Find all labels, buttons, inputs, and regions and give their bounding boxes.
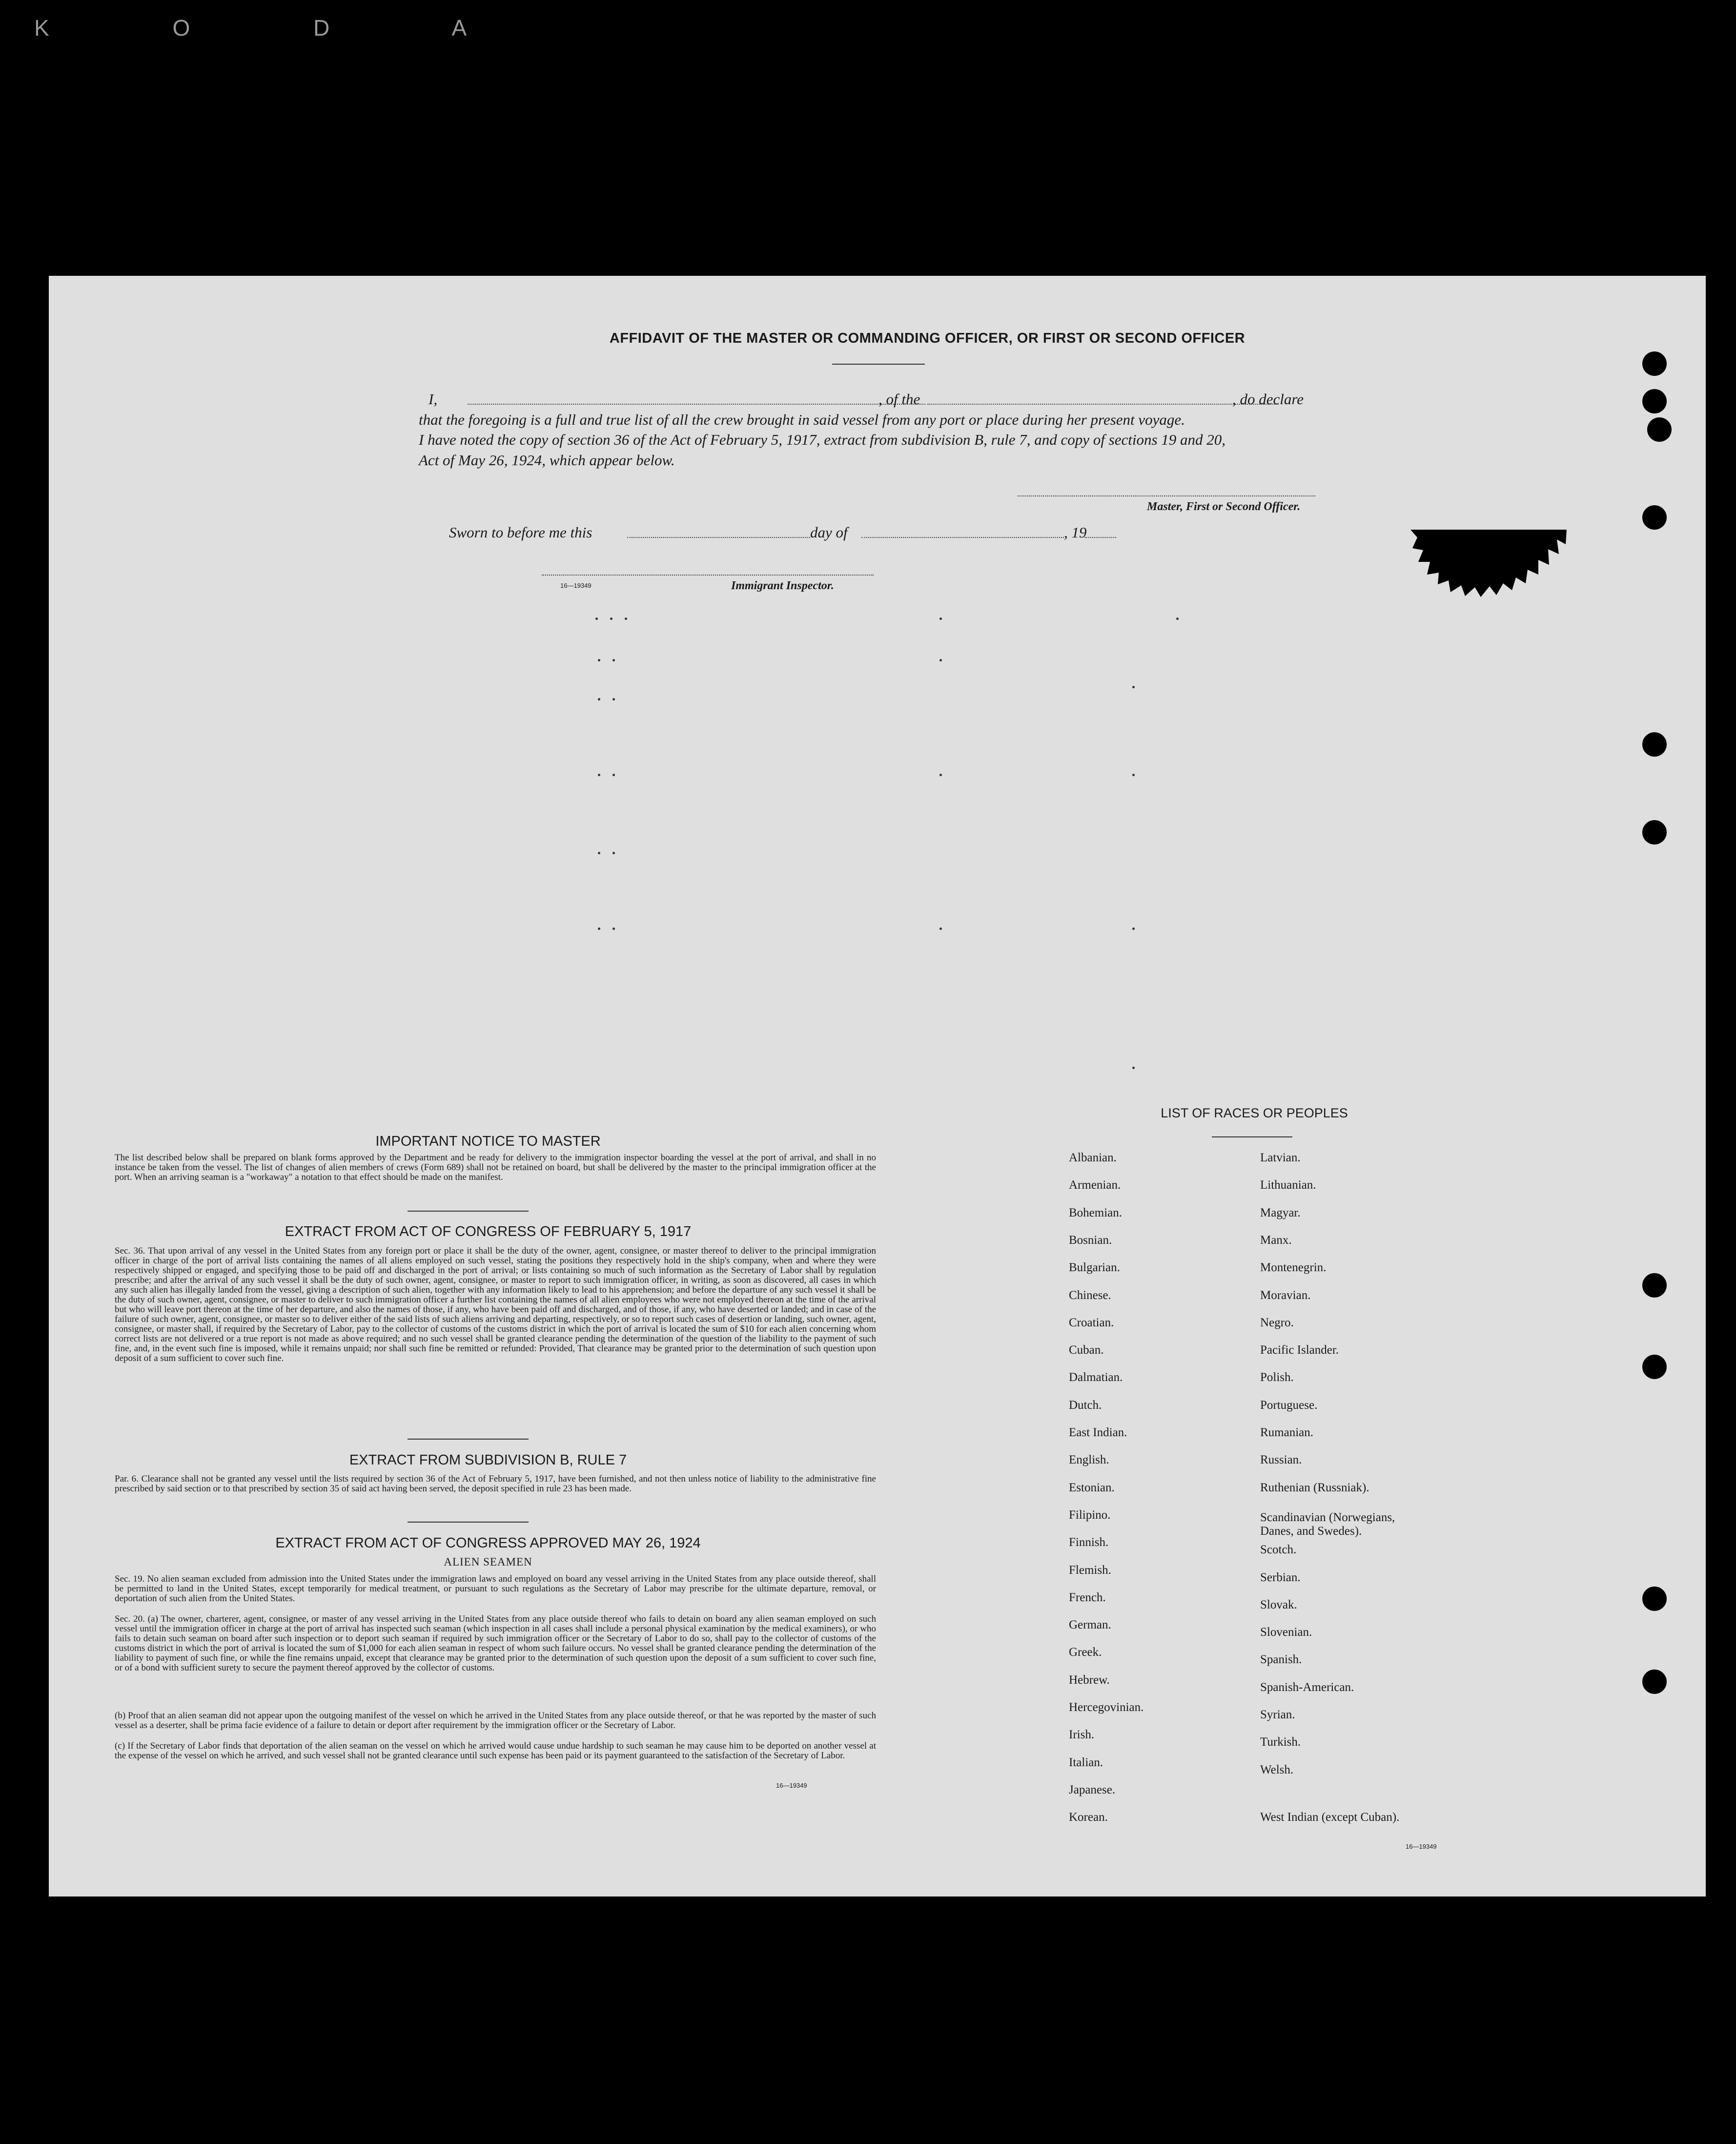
- sworn-month-blank[interactable]: [861, 537, 1064, 538]
- bleed-through-mark: [1132, 1067, 1135, 1069]
- sworn-label: Sworn to before me this: [449, 524, 592, 541]
- alien-seamen-subtitle: ALIEN SEAMEN: [444, 1556, 532, 1568]
- form-number: 16—19349: [1406, 1843, 1437, 1850]
- punch-hole: [1642, 1355, 1667, 1379]
- race-item: Latvian.: [1260, 1151, 1301, 1164]
- form-number: 16—19349: [560, 582, 592, 589]
- year-blank[interactable]: [1084, 537, 1116, 538]
- race-item: Scotch.: [1260, 1543, 1297, 1557]
- inspector-signature-line[interactable]: [542, 575, 874, 576]
- race-item: Manx.: [1260, 1233, 1292, 1247]
- divider: [832, 364, 925, 365]
- notary-seal: [1410, 530, 1567, 613]
- race-item: Ruthenian (Russniak).: [1260, 1481, 1369, 1494]
- race-item: Dutch.: [1069, 1398, 1102, 1412]
- extract-1917-title: EXTRACT FROM ACT OF CONGRESS OF FEBRUARY 5, 1917: [285, 1224, 692, 1239]
- punch-hole: [1642, 820, 1667, 845]
- sworn-day-blank[interactable]: [627, 537, 810, 538]
- bleed-through-mark: [613, 928, 615, 930]
- race-item: Dalmatian.: [1069, 1371, 1123, 1384]
- race-item: Korean.: [1069, 1811, 1108, 1824]
- punch-hole: [1642, 351, 1667, 376]
- race-item: Turkish.: [1260, 1735, 1301, 1749]
- race-item: German.: [1069, 1618, 1111, 1632]
- race-item: Polish.: [1260, 1371, 1294, 1384]
- race-item: West Indian (except Cuban).: [1260, 1811, 1400, 1824]
- race-item: Slovenian.: [1260, 1626, 1312, 1639]
- sec20c-body: (c) If the Secretary of Labor finds that deportation of the alien seaman on the vessel on which he arrived would cause undue hardship to such seaman he may cause him to be deported on another vessel at the expense of the vessel on which he arrived, and such vessel shall not be granted clearance until such expense has been paid or its payment guaranteed to the satisfaction of the Secretary of Labor.: [115, 1741, 876, 1761]
- race-item: East Indian.: [1069, 1426, 1127, 1439]
- race-item: Hercegovinian.: [1069, 1701, 1144, 1714]
- race-item: Pacific Islander.: [1260, 1343, 1339, 1357]
- bleed-through-mark: [613, 774, 615, 776]
- bleed-through-mark: [598, 774, 600, 776]
- race-item: Croatian.: [1069, 1316, 1114, 1329]
- bleed-through-mark: [595, 618, 598, 620]
- extract-1924-title: EXTRACT FROM ACT OF CONGRESS APPROVED MAY 26, 1924: [275, 1535, 701, 1551]
- race-item: Italian.: [1069, 1755, 1103, 1769]
- punch-hole: [1642, 1273, 1667, 1298]
- race-item: English.: [1069, 1453, 1109, 1467]
- affidavit-of-the: , of the: [878, 391, 920, 408]
- bleed-through-mark: [613, 698, 615, 701]
- race-item: French.: [1069, 1590, 1106, 1604]
- sec20b-body: (b) Proof that an alien seaman did not appear upon the outgoing manifest of the vessel on which he arrived in the United States from any place outside thereof, or that he was reported by the master of such vessel as a deserter, shall be prima facie evidence of a failure to detain or deport after requirement by the immigration officer or the Secretary of Labor.: [115, 1711, 876, 1731]
- form-number: 16—19349: [776, 1782, 807, 1789]
- punch-hole: [1647, 417, 1672, 442]
- race-item: Finnish.: [1069, 1536, 1109, 1549]
- vessel-blank[interactable]: [927, 404, 1279, 405]
- race-item: Syrian.: [1260, 1708, 1295, 1721]
- punch-hole: [1642, 1587, 1667, 1611]
- bleed-through-mark: [1132, 686, 1135, 688]
- bleed-through-mark: [625, 618, 627, 620]
- punch-hole: [1642, 505, 1667, 530]
- bleed-through-mark: [598, 659, 600, 661]
- inspector-label: Immigrant Inspector.: [731, 579, 834, 592]
- affidavit-line3: I have noted the copy of section 36 of the Act of February 5, 1917, extract from subdivision B, rule 7, and copy of sections 19 and 20,: [419, 431, 1226, 448]
- race-item: Bohemian.: [1069, 1206, 1123, 1219]
- race-item: Welsh.: [1260, 1763, 1294, 1776]
- race-item: Armenian.: [1069, 1178, 1121, 1192]
- punch-hole: [1642, 389, 1667, 413]
- divider: [408, 1522, 529, 1523]
- affidavit-title: AFFIDAVIT OF THE MASTER OR COMMANDING OFFICER, OR FIRST OR SECOND OFFICER: [609, 330, 1246, 346]
- race-item: Serbian.: [1260, 1570, 1301, 1584]
- bleed-through-mark: [939, 659, 942, 661]
- race-item: Danes, and Swedes).: [1260, 1524, 1362, 1538]
- bleed-through-mark: [610, 618, 613, 620]
- extract-1917-body: Sec. 36. That upon arrival of any vessel in the United States from any foreign port or place it shall be the duty of the owner, agent, consignee, or master thereof to deliver to the principal immigration officer in charge of the port of arrival lists containing the names of all aliens employed on such vessel, stating the positions they respectively hold in the ship's company, when and where they were respectively shipped or engaged, and specifying those to be paid off and discharged in the port of arrival; or lists containing so much of such information as the Secretary of Labor shall by regulation prescribe; and after the arrival of any such vessel it shall be the duty of such owner, agent, consignee, or master to report to such immigration officer, in writing, as soon as discovered, all cases in which any such alien has illegally landed from the vessel, giving a description of such alien, together with any information likely to lead to his apprehension; and before the departure of any such vessel it shall be the duty of such owner, agent, consignee, or master to deliver to such immigration officer a further list containing the names of all alien employees who were not employed thereon at the time of the arrival but who will leave port thereon at the time of her departure, and also the names of those, if any, who have been paid off and discharged, and of those, if any, who have deserted or landed; and in case of the failure of such owner, agent, consignee, or master so to deliver either of the said lists of such aliens arriving and departing, respectively, or so to report such cases of desertion or landing, such owner, agent, consignee, or master shall, if required by the Secretary of Labor, pay to the collector of customs of the customs district in which the port of arrival is located the sum of $10 for each alien concerning whom correct lists are not delivered or a true report is not made as above required; and no such vessel shall be granted clearance pending the determination of the question of the liability to the payment of such fine, and, in the event such fine is imposed, while it remains unpaid; nor shall such fine be remitted or refunded: Provided, That clearance may be granted prior to the determination of such question upon deposit of a sum sufficient to cover such fine.: [115, 1246, 876, 1363]
- race-item: Magyar.: [1260, 1206, 1301, 1219]
- race-item: Cuban.: [1069, 1343, 1104, 1357]
- bleed-through-mark: [1132, 774, 1135, 776]
- bleed-through-mark: [939, 618, 942, 620]
- race-item: Filipino.: [1069, 1508, 1111, 1522]
- race-item: Negro.: [1260, 1316, 1294, 1329]
- affidavit-line4: Act of May 26, 1924, which appear below.: [419, 452, 675, 469]
- master-label: Master, First or Second Officer.: [1147, 500, 1301, 513]
- affidavit-declare: , do declare: [1232, 391, 1304, 408]
- extract-rule7-body: Par. 6. Clearance shall not be granted any vessel until the lists required by section 36 of the Act of February 5, 1917, have been furnished, and not then unless notice of liability to the administrative fine prescribed by said section or to that prescribed by section 35 of said act having been served, the deposit specified in rule 23 has been made.: [115, 1474, 876, 1494]
- race-item: Moravian.: [1260, 1288, 1311, 1302]
- film-edge-marking: K O D A: [34, 15, 526, 41]
- sec20a-body: Sec. 20. (a) The owner, charterer, agent, consignee, or master of any vessel arriving in the United States from any place outside thereof who fails to detain on board any alien seaman employed on such vessel until the immigration officer in charge at the port of arrival has inspected such seaman (which inspection in all cases shall include a personal physical examination by the medical examiners), or who fails to detain such seaman on board after such inspection or to deport such seaman if required by such immigration officer or the Secretary of Labor to do so, shall pay to the collector of customs of the customs district in which the port of arrival is located the sum of $1,000 for each alien seaman in respect of whom such failure occurs. No vessel shall be granted clearance pending the determination of the liability to payment of such fine, or while the fine remains unpaid, except that clearance may be granted prior to the determination of such question upon the deposit of a sum sufficient to cover such fine, or of a bond with sufficient surety to secure the payment thereof approved by the collector of customs.: [115, 1614, 876, 1673]
- divider: [1212, 1136, 1292, 1137]
- race-item: Flemish.: [1069, 1563, 1111, 1577]
- races-title: LIST OF RACES OR PEOPLES: [1161, 1106, 1348, 1120]
- race-item: Japanese.: [1069, 1783, 1116, 1796]
- affidavit-line1-i: I,: [429, 391, 438, 408]
- race-item: Lithuanian.: [1260, 1178, 1316, 1192]
- race-item: Spanish-American.: [1260, 1680, 1354, 1694]
- race-item: Spanish.: [1260, 1653, 1302, 1667]
- bleed-through-mark: [598, 852, 600, 854]
- race-item: Bosnian.: [1069, 1233, 1112, 1247]
- bleed-through-mark: [598, 698, 600, 701]
- notice-body: The list described below shall be prepared on blank forms approved by the Department and be ready for delivery to the immigration inspector boarding the vessel at the port of arrival, and shall in no instance be taken from the vessel. The list of changes of alien members of crews (Form 689) shall not be retained on board, but shall be delivered by the master to the principal immigration officer at the port. When an arriving seaman is a "workaway" a notation to that effect should be made on the manifest.: [115, 1153, 876, 1182]
- race-item: Russian.: [1260, 1453, 1302, 1467]
- divider: [408, 1439, 529, 1440]
- document-page: [49, 276, 1706, 1897]
- race-item: Greek.: [1069, 1646, 1102, 1659]
- race-item: Estonian.: [1069, 1481, 1115, 1494]
- bleed-through-mark: [613, 659, 615, 661]
- bleed-through-mark: [613, 852, 615, 854]
- race-item: Montenegrin.: [1260, 1261, 1327, 1275]
- bleed-through-mark: [1132, 928, 1135, 930]
- race-item: Bulgarian.: [1069, 1261, 1120, 1275]
- race-item: Scandinavian (Norwegians,: [1260, 1510, 1395, 1524]
- race-item: Chinese.: [1069, 1288, 1111, 1302]
- day-of-label: day of: [810, 524, 848, 541]
- bleed-through-mark: [1176, 618, 1179, 620]
- punch-hole: [1642, 732, 1667, 757]
- name-blank[interactable]: [468, 404, 925, 405]
- bleed-through-mark: [939, 928, 942, 930]
- race-item: Slovak.: [1260, 1598, 1297, 1611]
- master-signature-line[interactable]: [1018, 495, 1315, 496]
- race-item: Irish.: [1069, 1728, 1095, 1742]
- race-item: Albanian.: [1069, 1151, 1117, 1164]
- punch-hole: [1642, 1670, 1667, 1694]
- year-label: , 19: [1064, 524, 1087, 541]
- race-item: Hebrew.: [1069, 1673, 1110, 1687]
- sec19-body: Sec. 19. No alien seaman excluded from admission into the United States under the immigration laws and employed on board any vessel arriving in the United States from any place outside thereof, shall be permitted to land in the United States, except temporarily for medical treatment, or pursuant to such regulations as the Secretary of Labor may prescribe for the ultimate departure, removal, or deportation of such alien from the United States.: [115, 1574, 876, 1604]
- race-item: Portuguese.: [1260, 1398, 1318, 1412]
- notice-title: IMPORTANT NOTICE TO MASTER: [375, 1134, 601, 1149]
- bleed-through-mark: [598, 928, 600, 930]
- divider: [408, 1211, 529, 1212]
- affidavit-line2: that the foregoing is a full and true list of all the crew brought in said vessel from any port or place during her present voyage.: [419, 411, 1185, 428]
- bleed-through-mark: [939, 774, 942, 776]
- extract-rule7-title: EXTRACT FROM SUBDIVISION B, RULE 7: [349, 1452, 627, 1468]
- race-item: Rumanian.: [1260, 1426, 1314, 1439]
